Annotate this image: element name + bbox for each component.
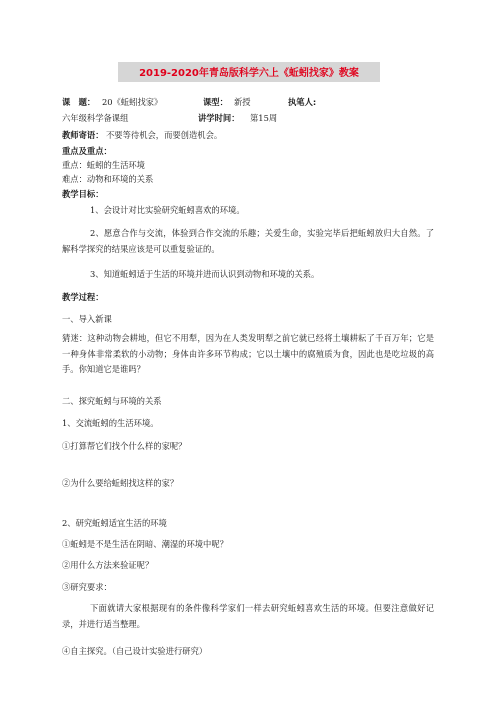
question-1: ①打算帮它们找个什么样的家呢？ xyxy=(62,441,187,451)
goal-item-2: 2、愿意合作与交流，体验到合作交流的乐趣；关爱生命，实验完毕后把蚯蚓放归大自然。了解科学探究的结果应该是可以重复验证的。 xyxy=(62,228,434,254)
research-requirement: 下面就请大家根据现有的条件像科学家们一样去研究蚯蚓喜欢生活的环境。但要注意做好记录，并进行适当整理。 xyxy=(62,603,434,629)
step-2-2: 2、研究蚯蚓适宜生活的环境 xyxy=(62,518,167,528)
type-value: 新授 xyxy=(234,97,251,107)
research-item-4: ④自主探究。（自己设计实验进行研究） xyxy=(62,646,208,656)
question-2: ②为什么要给蚯蚓找这样的家？ xyxy=(62,478,179,488)
focus-heading: 重点及重点： xyxy=(62,146,112,156)
time-label: 讲学时间： xyxy=(198,113,240,123)
author-label: 执笔人: xyxy=(288,97,317,107)
step-2-1: 1、交流蚯蚓的生活环境。 xyxy=(62,418,159,428)
goal-item-1: 1、会设计对比实验研究蚯蚓喜欢的环境。 xyxy=(90,205,245,215)
difficult-point: 难点：动物和环境的关系 xyxy=(62,174,154,184)
lesson-value: 20《蚯蚓找家》 xyxy=(102,97,163,107)
document-title: 2019-2020年青岛版科学六上《蚯蚓找家》教案 xyxy=(139,68,359,79)
process-heading: 教学过程： xyxy=(62,292,104,302)
intro-riddle: 猜迷：这种动物会耕地，但它不用犁，因为在人类发明犁之前它就已经将土壤耕耘了千百万年；它是一种身体非常柔软的小动物；身体由许多环节构成；它以土壤中的腐殖质为食，因此也是吃垃圾的高手。你知道它是谁吗？ xyxy=(62,333,434,374)
type-label: 课型： xyxy=(203,97,228,107)
section-2-heading: 二、探究蚯蚓与环境的关系 xyxy=(62,396,162,406)
group-name: 六年级科学备课组 xyxy=(62,113,129,123)
research-item-1: ①蚯蚓是不是生活在阴暗、潮湿的环境中呢？ xyxy=(62,539,228,549)
time-value: 第15周 xyxy=(250,113,278,123)
quote-value: 不要等待机会，而要创造机会。 xyxy=(106,130,223,140)
quote-label: 教师寄语： xyxy=(62,130,104,140)
key-point: 重点：蚯蚓的生活环境 xyxy=(62,160,145,170)
goal-item-3: 3、知道蚯蚓适于生活的环境并进而认识到动物和环境的关系。 xyxy=(90,269,320,279)
research-item-3: ③研究要求： xyxy=(62,582,112,592)
lesson-label: 课 题： xyxy=(62,97,96,107)
section-1-heading: 一、导入新课 xyxy=(62,314,112,324)
research-item-2: ②用什么方法来验证呢？ xyxy=(62,560,154,570)
goals-heading: 教学目标： xyxy=(62,189,104,199)
